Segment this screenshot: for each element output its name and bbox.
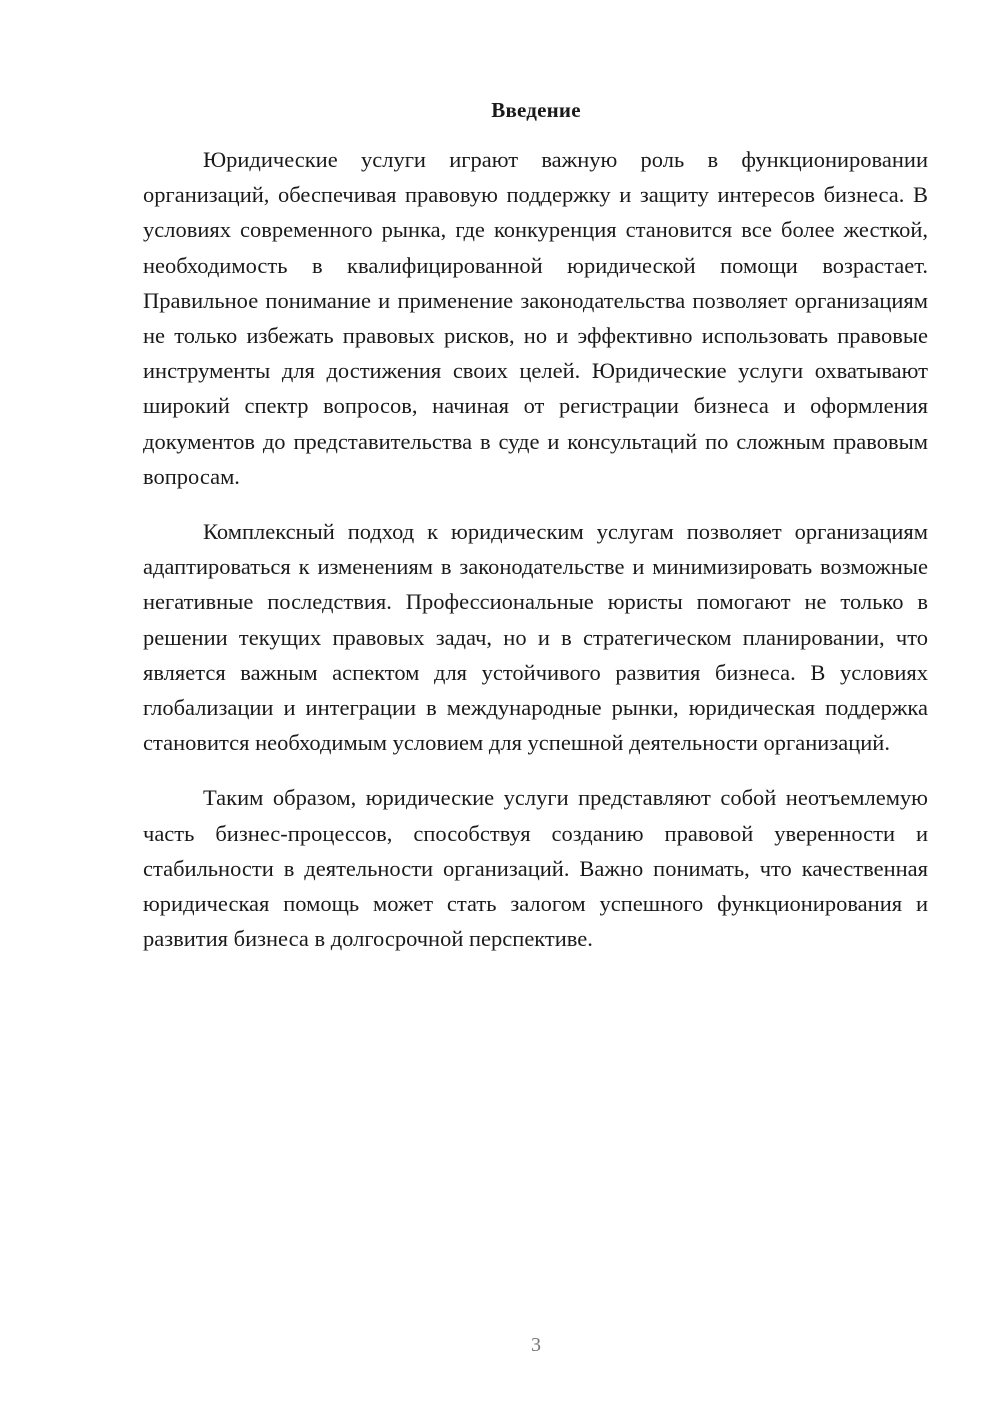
paragraph-1: Юридические услуги играют важную роль в функционировании организаций, обеспечивая правовую поддержку и защиту интересов бизнеса. В условиях современного рынка, где конкуренция становится все более жесткой, необходимость в квалифицированной юридической помощи возрастает. Правильное понимание и применение законодательства позволяет организациям не только избежать правовых рисков, но и эффективно использовать правовые инструменты для достижения своих целей. Юридические услуги охватывают широкий спектр вопросов, начиная от регистрации бизнеса и оформления документов до представительства в суде и консультаций по сложным правовым вопросам.	[143, 147, 928, 489]
page-number: 3	[531, 1334, 541, 1356]
body-text	[143, 142, 928, 976]
paragraph-3: Таким образом, юридические услуги представляют собой неотъемлемую часть бизнес-процессов, способствуя созданию правовой уверенности и стабильности в деятельности организаций. Важно понимать, что качественная юридическая помощь может стать залогом успешного функционирования и развития бизнеса в долгосрочной перспективе.	[143, 785, 928, 952]
section-heading: Введение	[491, 98, 581, 122]
paragraph-2: Комплексный подход к юридическим услугам позволяет организациям адаптироваться к изменениям в законодательстве и минимизировать возможные негативные последствия. Профессиональные юристы помогают не только в решении текущих правовых задач, но и в стратегическом планировании, что является важным аспектом для устойчивого развития бизнеса. В условиях глобализации и интеграции в международные рынки, юридическая поддержка становится необходимым условием для успешной деятельности организаций.	[143, 519, 928, 756]
